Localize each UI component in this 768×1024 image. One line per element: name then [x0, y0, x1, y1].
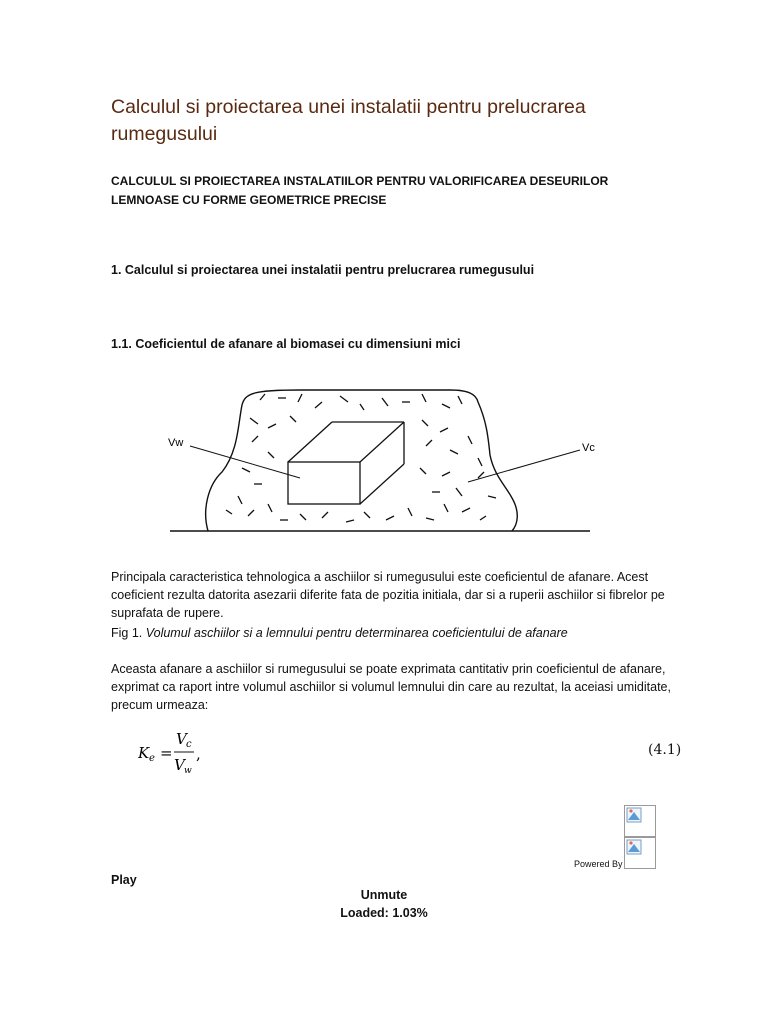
eq-den: V [174, 756, 185, 774]
caption-prefix: Fig 1. [111, 626, 146, 640]
broken-image-icon[interactable] [624, 805, 656, 837]
eq-den-sub: w [184, 766, 192, 776]
main-heading: CALCULUL SI PROIECTAREA INSTALATIILOR PENTRU VALORIFICAREA DESEURILOR LEMNOASE CU FORME GEOMETRICE PRECISE [111, 174, 609, 207]
label-vw: Vw [168, 437, 184, 449]
figure-wood-chip-volume [150, 380, 610, 540]
eq-num: V [176, 730, 187, 748]
leader-right [468, 450, 580, 482]
equation-number: (4.1) [648, 742, 682, 758]
eq-lhs-sub: e [149, 753, 155, 764]
play-button[interactable]: Play [111, 873, 137, 887]
powered-by-label: Powered By [574, 859, 623, 869]
paragraph-1: Principala caracteristica tehnologica a aschiilor si rumegusului este coeficientul de afanare. Acest coeficient rezulta datorita asezarii diferite fata de pozitia initiala, dar si a ruperii aschiilor si fibrelor pe suprafata de rupere. [111, 570, 665, 620]
paragraph-2: Aceasta afanare a aschiilor si rumegusului se poate exprimata cantitativ prin coeficientul de afanare, exprimat ca raport intre volumul aschiilor si volumul lemnului din care au rezultat, la aceiasi umiditate, precum urmeaza: [111, 662, 671, 712]
eq-equals: = [160, 744, 173, 762]
equation-4-1 [138, 726, 288, 776]
broken-image-icon-graphic [625, 838, 655, 868]
section-heading-1-1: 1.1. Coeficientul de afanare al biomasei cu dimensiuni mici [111, 337, 461, 351]
broken-image-icon-graphic [625, 806, 655, 836]
unmute-button[interactable]: Unmute [360, 888, 408, 902]
section-heading-1: 1. Calculul si proiectarea unei instalatii pentru prelucrarea rumegusului [111, 263, 535, 277]
eq-comma: , [196, 745, 201, 763]
figure-caption [111, 624, 568, 642]
leader-left [190, 446, 300, 478]
eq-num-sub: c [186, 739, 192, 750]
loaded-status: Loaded: 1.03% [340, 906, 428, 920]
label-vc: Vc [582, 442, 595, 454]
document-title: Calculul si proiectarea unei instalatii pentru prelucrarea rumegusului [111, 96, 586, 145]
eq-lhs: K [138, 744, 150, 762]
equation-formula [138, 726, 288, 776]
caption-text: Volumul aschiilor si a lemnului pentru determinarea coeficientului de afanare [145, 626, 568, 640]
wood-block [288, 422, 404, 504]
broken-image-icon[interactable] [624, 837, 656, 869]
figure-diagram [150, 380, 610, 540]
